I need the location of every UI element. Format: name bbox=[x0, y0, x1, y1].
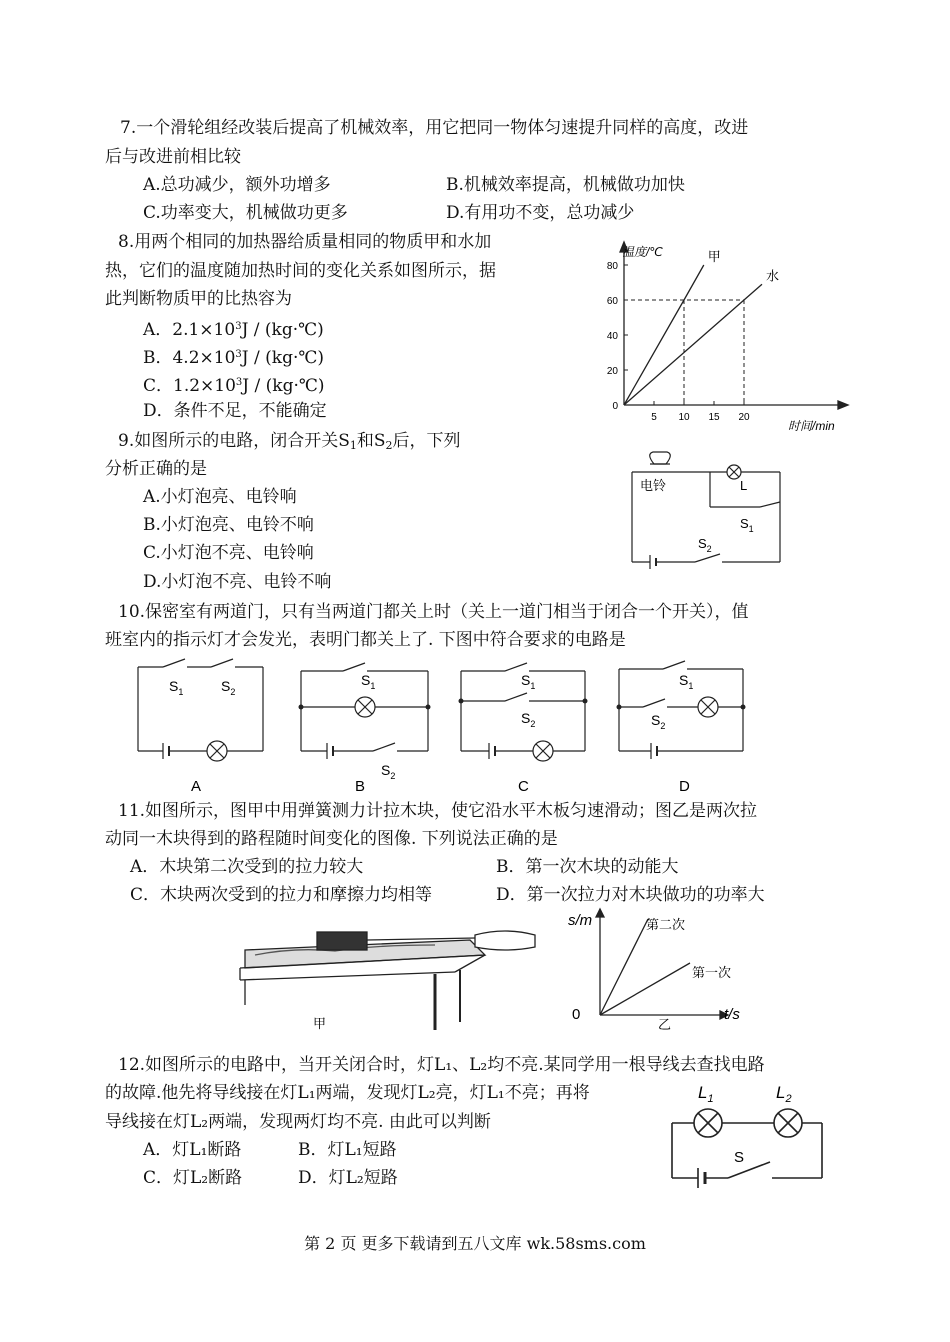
lamp-label: L bbox=[740, 478, 748, 493]
door-switch-circuits bbox=[133, 655, 748, 795]
q11-option-c: C．木块两次受到的拉力和摩擦力均相等 bbox=[130, 885, 433, 905]
figure-jia-caption: 甲 bbox=[313, 1016, 327, 1031]
circuit-label-c: C bbox=[518, 778, 529, 795]
q8-option-c: C．$1.2\times 10^3J$ / (kg·℃) bbox=[143, 376, 325, 396]
series-label-water: 水 bbox=[766, 268, 780, 284]
bell-lamp-circuit bbox=[620, 450, 795, 580]
switch-s-label: S bbox=[734, 1149, 745, 1166]
q10-line1: 10.保密室有两道门，只有当两道门都关上时（关上一道门相当于闭合一个开关），值 bbox=[118, 602, 749, 622]
q11-option-a: A．木块第二次受到的拉力较大 bbox=[130, 857, 364, 877]
q8-option-d: D．条件不足，不能确定 bbox=[143, 401, 327, 421]
q8-line3: 此判断物质甲的比热容为 bbox=[105, 289, 292, 309]
x-tick-label: 20 bbox=[738, 412, 750, 423]
lamp-l2-label: $L_2$ bbox=[776, 1083, 792, 1105]
q9-option-c: C.小灯泡不亮、电铃响 bbox=[143, 543, 314, 563]
y-tick-label: 80 bbox=[606, 261, 618, 272]
q7-line2: 后与改进前相比较 bbox=[105, 147, 241, 167]
q12-line1: 12.如图所示的电路中，当开关闭合时，灯L₁、L₂均不亮.某同学用一根导线去查找电路 bbox=[118, 1055, 765, 1075]
q12-option-a: A．灯L₁断路 bbox=[143, 1140, 242, 1160]
s-axis-label: s/m bbox=[568, 912, 593, 929]
line-first-label: 第一次 bbox=[692, 965, 732, 980]
q11-line2: 动同一木块得到的路程随时间变化的图像. 下列说法正确的是 bbox=[105, 829, 558, 849]
circuit-label-a: A bbox=[191, 778, 202, 795]
q12-option-d: D．灯L₂短路 bbox=[298, 1168, 398, 1188]
two-lamp-circuit bbox=[660, 1078, 840, 1198]
q7-option-d: D.有用功不变，总功减少 bbox=[446, 203, 635, 223]
circuit-label-d: D bbox=[679, 778, 690, 795]
svg-text:S1: $S_1$ bbox=[679, 672, 694, 691]
figure-yi-caption: 乙 bbox=[658, 1017, 672, 1030]
temperature-time-graph bbox=[588, 240, 858, 435]
wood-block bbox=[317, 932, 367, 950]
distance-time-graph bbox=[560, 905, 760, 1030]
q11-option-d: D．第一次拉力对木块做功的功率大 bbox=[496, 885, 765, 905]
hand-icon bbox=[475, 931, 535, 950]
svg-text:S2: $S_2$ bbox=[221, 678, 236, 697]
q8-option-a: A．$2.1\times 10^3J$ / (kg·℃) bbox=[143, 320, 324, 340]
q12-option-c: C．灯L₂断路 bbox=[143, 1168, 243, 1188]
bell-label: 电铃 bbox=[640, 478, 667, 493]
q7-option-b: B.机械效率提高，机械做功加快 bbox=[446, 175, 685, 195]
circuit-a bbox=[138, 659, 263, 761]
q11-option-b: B．第一次木块的动能大 bbox=[496, 857, 679, 877]
q8-option-b: B．$4.2\times 10^3J$ / (kg·℃) bbox=[143, 348, 325, 368]
q12-line3: 导线接在灯L₂两端，发现两灯均不亮. 由此可以判断 bbox=[105, 1112, 491, 1132]
q7-option-a: A.总功减少，额外功增多 bbox=[143, 175, 331, 195]
spring-scale-table-illustration bbox=[235, 910, 545, 1035]
y-tick-label: 60 bbox=[606, 296, 618, 307]
y-tick-label: 0 bbox=[612, 401, 618, 412]
t-axis-label: t/s bbox=[724, 1006, 740, 1023]
page-footer: 第 2 页 更多下载请到五八文库 wk.58sms.com bbox=[304, 1234, 646, 1253]
series-line-water bbox=[624, 284, 762, 405]
x-tick-label: 10 bbox=[678, 412, 690, 423]
q7-line1: 7.一个滑轮组经改装后提高了机械效率，用它把同一物体匀速提升同样的高度，改进 bbox=[120, 118, 749, 138]
q9-option-a: A.小灯泡亮、电铃响 bbox=[143, 487, 297, 507]
q8-line2: 热，它们的温度随加热时间的变化关系如图所示，据 bbox=[105, 261, 496, 281]
q10-line2: 班室内的指示灯才会发光，表明门都关上了. 下图中符合要求的电路是 bbox=[105, 630, 626, 650]
x-axis-label: 时间/min bbox=[788, 419, 835, 433]
switch-s1-label: $S_1$ bbox=[740, 516, 754, 534]
q12-option-b: B．灯L₁短路 bbox=[298, 1140, 397, 1160]
q9-line2: 分析正确的是 bbox=[105, 459, 207, 479]
circuit-label-b: B bbox=[355, 778, 366, 795]
series-label-jia: 甲 bbox=[707, 249, 721, 264]
svg-text:S1: $S_1$ bbox=[169, 678, 184, 697]
svg-text:S2: $S_2$ bbox=[381, 762, 396, 781]
origin-label: 0 bbox=[572, 1006, 581, 1023]
x-axis-arrow bbox=[838, 401, 848, 409]
q9-option-d: D.小灯泡不亮、电铃不响 bbox=[143, 572, 332, 592]
q7-option-c: C.功率变大，机械做功更多 bbox=[143, 203, 348, 223]
q9-line1: 9.如图所示的电路，闭合开关$S_1$和$S_2$后，下列 bbox=[118, 431, 461, 452]
x-tick-label: 5 bbox=[651, 412, 657, 423]
q9-option-b: B.小灯泡亮、电铃不响 bbox=[143, 515, 314, 535]
q8-line1: 8.用两个相同的加热器给质量相同的物质甲和水加 bbox=[118, 232, 492, 252]
q11-line1: 11.如图所示，图甲中用弹簧测力计拉木块，使它沿水平木板匀速滑动；图乙是两次拉 bbox=[118, 801, 758, 821]
series-line-jia bbox=[624, 265, 704, 405]
y-tick-label: 20 bbox=[606, 366, 618, 377]
lamp-l1-label: $L_1$ bbox=[698, 1083, 714, 1105]
bell-icon bbox=[650, 452, 671, 464]
y-tick-label: 40 bbox=[606, 331, 618, 342]
svg-text:S1: $S_1$ bbox=[521, 672, 536, 691]
q12-line2: 的故障.他先将导线接在灯L₁两端，发现灯L₂亮，灯L₁不亮；再将 bbox=[105, 1083, 590, 1103]
svg-text:S2: $S_2$ bbox=[521, 710, 536, 729]
svg-text:S2: $S_2$ bbox=[651, 712, 666, 731]
line-second-label: 第二次 bbox=[646, 917, 686, 932]
x-tick-label: 15 bbox=[708, 412, 720, 423]
switch-s2-label: $S_2$ bbox=[698, 536, 712, 554]
spring-scale bbox=[367, 938, 475, 940]
svg-text:S1: $S_1$ bbox=[361, 672, 376, 691]
y-axis-label: 温度/℃ bbox=[622, 245, 663, 259]
